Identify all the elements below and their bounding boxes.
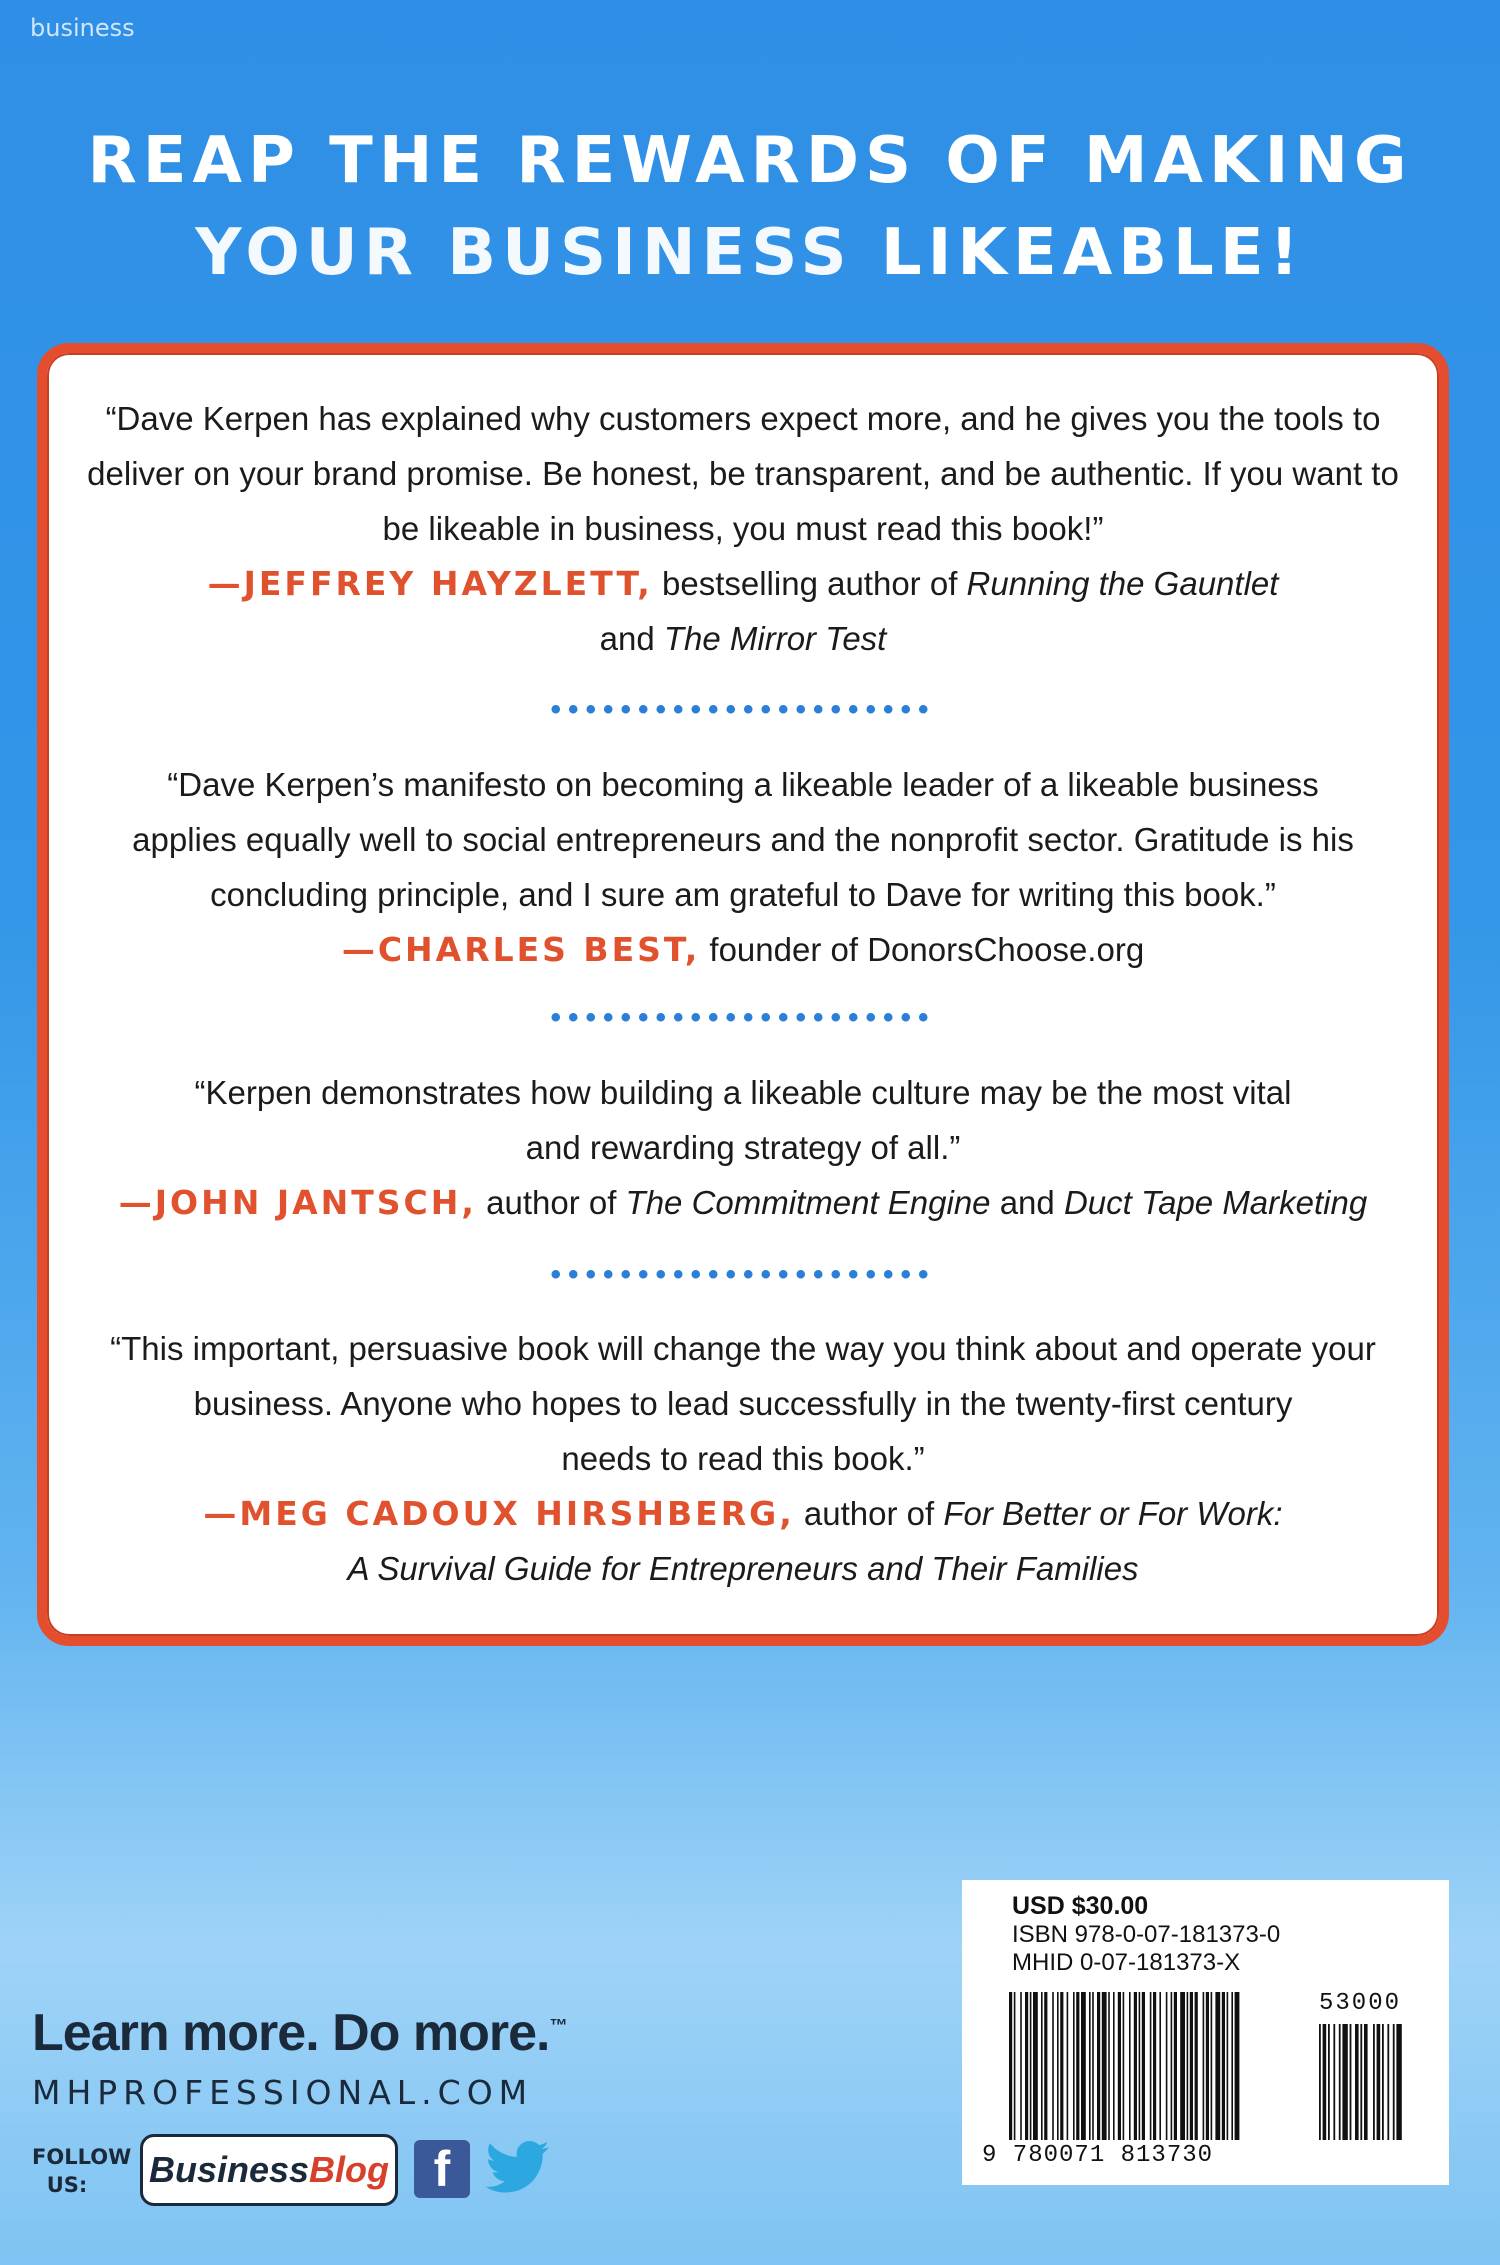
barcode-bar	[1113, 1992, 1115, 2140]
quote-line: concluding principle, and I sure am grateful to Dave for writing this book.”	[210, 876, 1276, 913]
barcode-bars-main	[1009, 1992, 1239, 2140]
addon-number: 53000	[1319, 1990, 1402, 2017]
barcode-bar	[1153, 1992, 1156, 2140]
barcode-bar	[1174, 1992, 1177, 2140]
barcode-bar	[1014, 1992, 1016, 2140]
barcode-bar	[1195, 1992, 1198, 2140]
barcode-bar	[1180, 1992, 1185, 2140]
barcode-addon-bar	[1339, 2024, 1341, 2140]
author-name: —JEFFREY HAYZLETT,	[207, 564, 653, 603]
testimonial-4	[47, 1321, 1439, 1596]
barcode-addon-bar	[1333, 2024, 1335, 2140]
website-link[interactable]: MHPROFESSIONAL.COM	[32, 2073, 534, 2112]
tagline-text: Learn more. Do more.	[32, 2004, 550, 2062]
barcode-bar	[1235, 1992, 1240, 2140]
barcode-bar	[1142, 1992, 1145, 2140]
testimonial-1	[47, 391, 1439, 666]
barcode-bar	[1134, 1992, 1137, 2140]
category-label: business	[30, 14, 135, 42]
barcode-bar	[1206, 1992, 1209, 2140]
attribution	[47, 1175, 1439, 1230]
barcode-bar	[1222, 1992, 1225, 2140]
barcode-bar	[1166, 1992, 1168, 2140]
barcode-bar	[1187, 1992, 1189, 2140]
isbn: ISBN 978-0-07-181373-0	[1012, 1921, 1281, 1948]
testimonials-panel	[37, 343, 1449, 1646]
barcode-addon-bar	[1396, 2024, 1401, 2140]
quote-line: “Kerpen demonstrates how building a likeable culture may be the most vital	[194, 1074, 1292, 1111]
author-role: bestselling author of	[662, 565, 958, 602]
barcode-addon-bar	[1382, 2024, 1384, 2140]
testimonial-2	[47, 757, 1439, 977]
barcode-label	[962, 1880, 1449, 2185]
barcode-addon-bar	[1350, 2024, 1352, 2140]
barcode-addon-bar	[1373, 2024, 1375, 2140]
barcode-bar	[1081, 1992, 1086, 2140]
dotted-divider: ••••••••••••••••••••••	[550, 1001, 936, 1034]
dotted-divider: ••••••••••••••••••••••	[550, 693, 936, 726]
mhid: MHID 0-07-181373-X	[1012, 1949, 1241, 1976]
barcode-bar	[1092, 1992, 1094, 2140]
barcode-bar	[1033, 1992, 1038, 2140]
author-role: author of	[803, 1495, 935, 1532]
facebook-icon[interactable]	[414, 2140, 470, 2198]
quote-line: business. Anyone who hopes to lead successfully in the twenty-first century	[193, 1385, 1293, 1422]
book-title: Running the Gauntlet	[966, 565, 1279, 602]
barcode-addon-bar	[1393, 2024, 1395, 2140]
barcode-bar	[1129, 1992, 1131, 2140]
barcode-bar	[1118, 1992, 1121, 2140]
barcode-bar	[1227, 1992, 1229, 2140]
barcode-addon-bar	[1328, 2024, 1330, 2140]
barcode-bar	[1044, 1992, 1047, 2140]
tagline	[32, 2003, 566, 2063]
attribution	[47, 1486, 1439, 1541]
blog-label-b: Blog	[309, 2149, 390, 2190]
book-subtitle: A Survival Guide for Entrepreneurs and Their Families	[347, 1550, 1139, 1587]
barcode-bar	[1097, 1992, 1100, 2140]
barcode-bar	[1025, 1992, 1028, 2140]
headline-line-2a: YOUR BUSINESS	[195, 216, 853, 290]
barcode-bar	[1060, 1992, 1063, 2140]
author-name: —JOHN JANTSCH,	[118, 1183, 477, 1222]
author-role: author of	[486, 1184, 617, 1221]
blog-label-a: Business	[148, 2149, 310, 2190]
quote-line: and rewarding strategy of all.”	[525, 1129, 961, 1166]
barcode-addon-bar	[1387, 2024, 1389, 2140]
quote-line: applies equally well to social entrepreneurs and the nonprofit sector. Gratitude is his	[132, 821, 1354, 858]
barcode-addon-bar	[1377, 2024, 1381, 2140]
barcode-number: 9 780071 813730	[982, 2142, 1214, 2169]
barcode-bar	[1211, 1992, 1213, 2140]
quote-line: deliver on your brand promise. Be honest, be transparent, and be authentic. If you want to	[87, 455, 1399, 492]
barcode-addon-bar	[1364, 2024, 1368, 2140]
attribution-cont	[47, 611, 1439, 666]
follow-label-line-1: FOLLOW	[32, 2145, 132, 2169]
barcode-bar	[1203, 1992, 1205, 2140]
facebook-glyph: f	[433, 2141, 451, 2197]
barcode-bar	[1020, 1992, 1022, 2140]
barcode-bar	[1052, 1992, 1054, 2140]
quote-line: “This important, persuasive book will change the way you think about and operate your	[110, 1330, 1376, 1367]
headline-line-1: REAP THE REWARDS OF MAKING	[87, 124, 1413, 198]
business-blog-button[interactable]	[140, 2134, 398, 2206]
testimonial-3	[47, 1065, 1439, 1230]
quote-line: “Dave Kerpen’s manifesto on becoming a likeable leader of a likeable business	[167, 766, 1319, 803]
dotted-divider: ••••••••••••••••••••••	[550, 1258, 936, 1291]
barcode-bar	[1067, 1992, 1069, 2140]
attribution	[47, 922, 1439, 977]
barcode-bar	[1076, 1992, 1079, 2140]
follow-label-line-2: US:	[46, 2173, 88, 2197]
barcode-bar	[1041, 1992, 1043, 2140]
barcode-image	[1009, 1992, 1444, 2140]
twitter-icon[interactable]	[485, 2140, 551, 2198]
barcode-bar	[1190, 1992, 1193, 2140]
quote-line: “Dave Kerpen has explained why customers expect more, and he gives you the tools to	[105, 400, 1381, 437]
barcode-bar	[1030, 1992, 1032, 2140]
follow-us-label	[32, 2143, 132, 2199]
barcode-bar	[1108, 1992, 1110, 2140]
barcode-bar	[1139, 1992, 1141, 2140]
trademark-mark: ™	[549, 2015, 567, 2036]
author-role: founder of DonorsChoose.org	[709, 931, 1145, 968]
headline	[0, 115, 1500, 299]
conjunction: and	[999, 1184, 1055, 1221]
price: USD $30.00	[1012, 1892, 1149, 1920]
attribution	[47, 556, 1439, 611]
barcode-addon-bar	[1319, 2024, 1321, 2140]
book-title: For Better or For Work:	[943, 1495, 1283, 1532]
author-name: —MEG CADOUX HIRSHBERG,	[203, 1494, 795, 1533]
barcode-bar	[1215, 1992, 1220, 2140]
quote-line: be likeable in business, you must read this book!”	[382, 510, 1104, 547]
conjunction: and	[599, 620, 655, 657]
barcode-bar	[1073, 1992, 1075, 2140]
barcode-bar	[1159, 1992, 1161, 2140]
headline-line-2	[195, 216, 1304, 290]
barcode-bar	[1171, 1992, 1173, 2140]
barcode-addon-bar	[1342, 2024, 1347, 2140]
headline-line-2b: LIKEABLE!	[880, 216, 1305, 290]
barcode-bar	[1231, 1992, 1233, 2140]
barcode-addon-bar	[1360, 2024, 1362, 2140]
barcode-bar	[1057, 1992, 1059, 2140]
barcode-addon-bar	[1355, 2024, 1359, 2140]
attribution-cont	[47, 1541, 1439, 1596]
barcode-bar	[1089, 1992, 1091, 2140]
author-name: —CHARLES BEST,	[341, 930, 701, 969]
book-title: Duct Tape Marketing	[1063, 1184, 1368, 1221]
book-title: The Commitment Engine	[625, 1184, 991, 1221]
barcode-bar	[1009, 1992, 1012, 2140]
barcode-bars-addon	[1319, 2024, 1402, 2140]
barcode-bar	[1150, 1992, 1152, 2140]
book-title: The Mirror Test	[663, 620, 887, 657]
barcode-addon-bar	[1323, 2024, 1327, 2140]
barcode-bar	[1102, 1992, 1107, 2140]
quote-line: needs to read this book.”	[561, 1440, 925, 1477]
barcode-bar	[1123, 1992, 1125, 2140]
